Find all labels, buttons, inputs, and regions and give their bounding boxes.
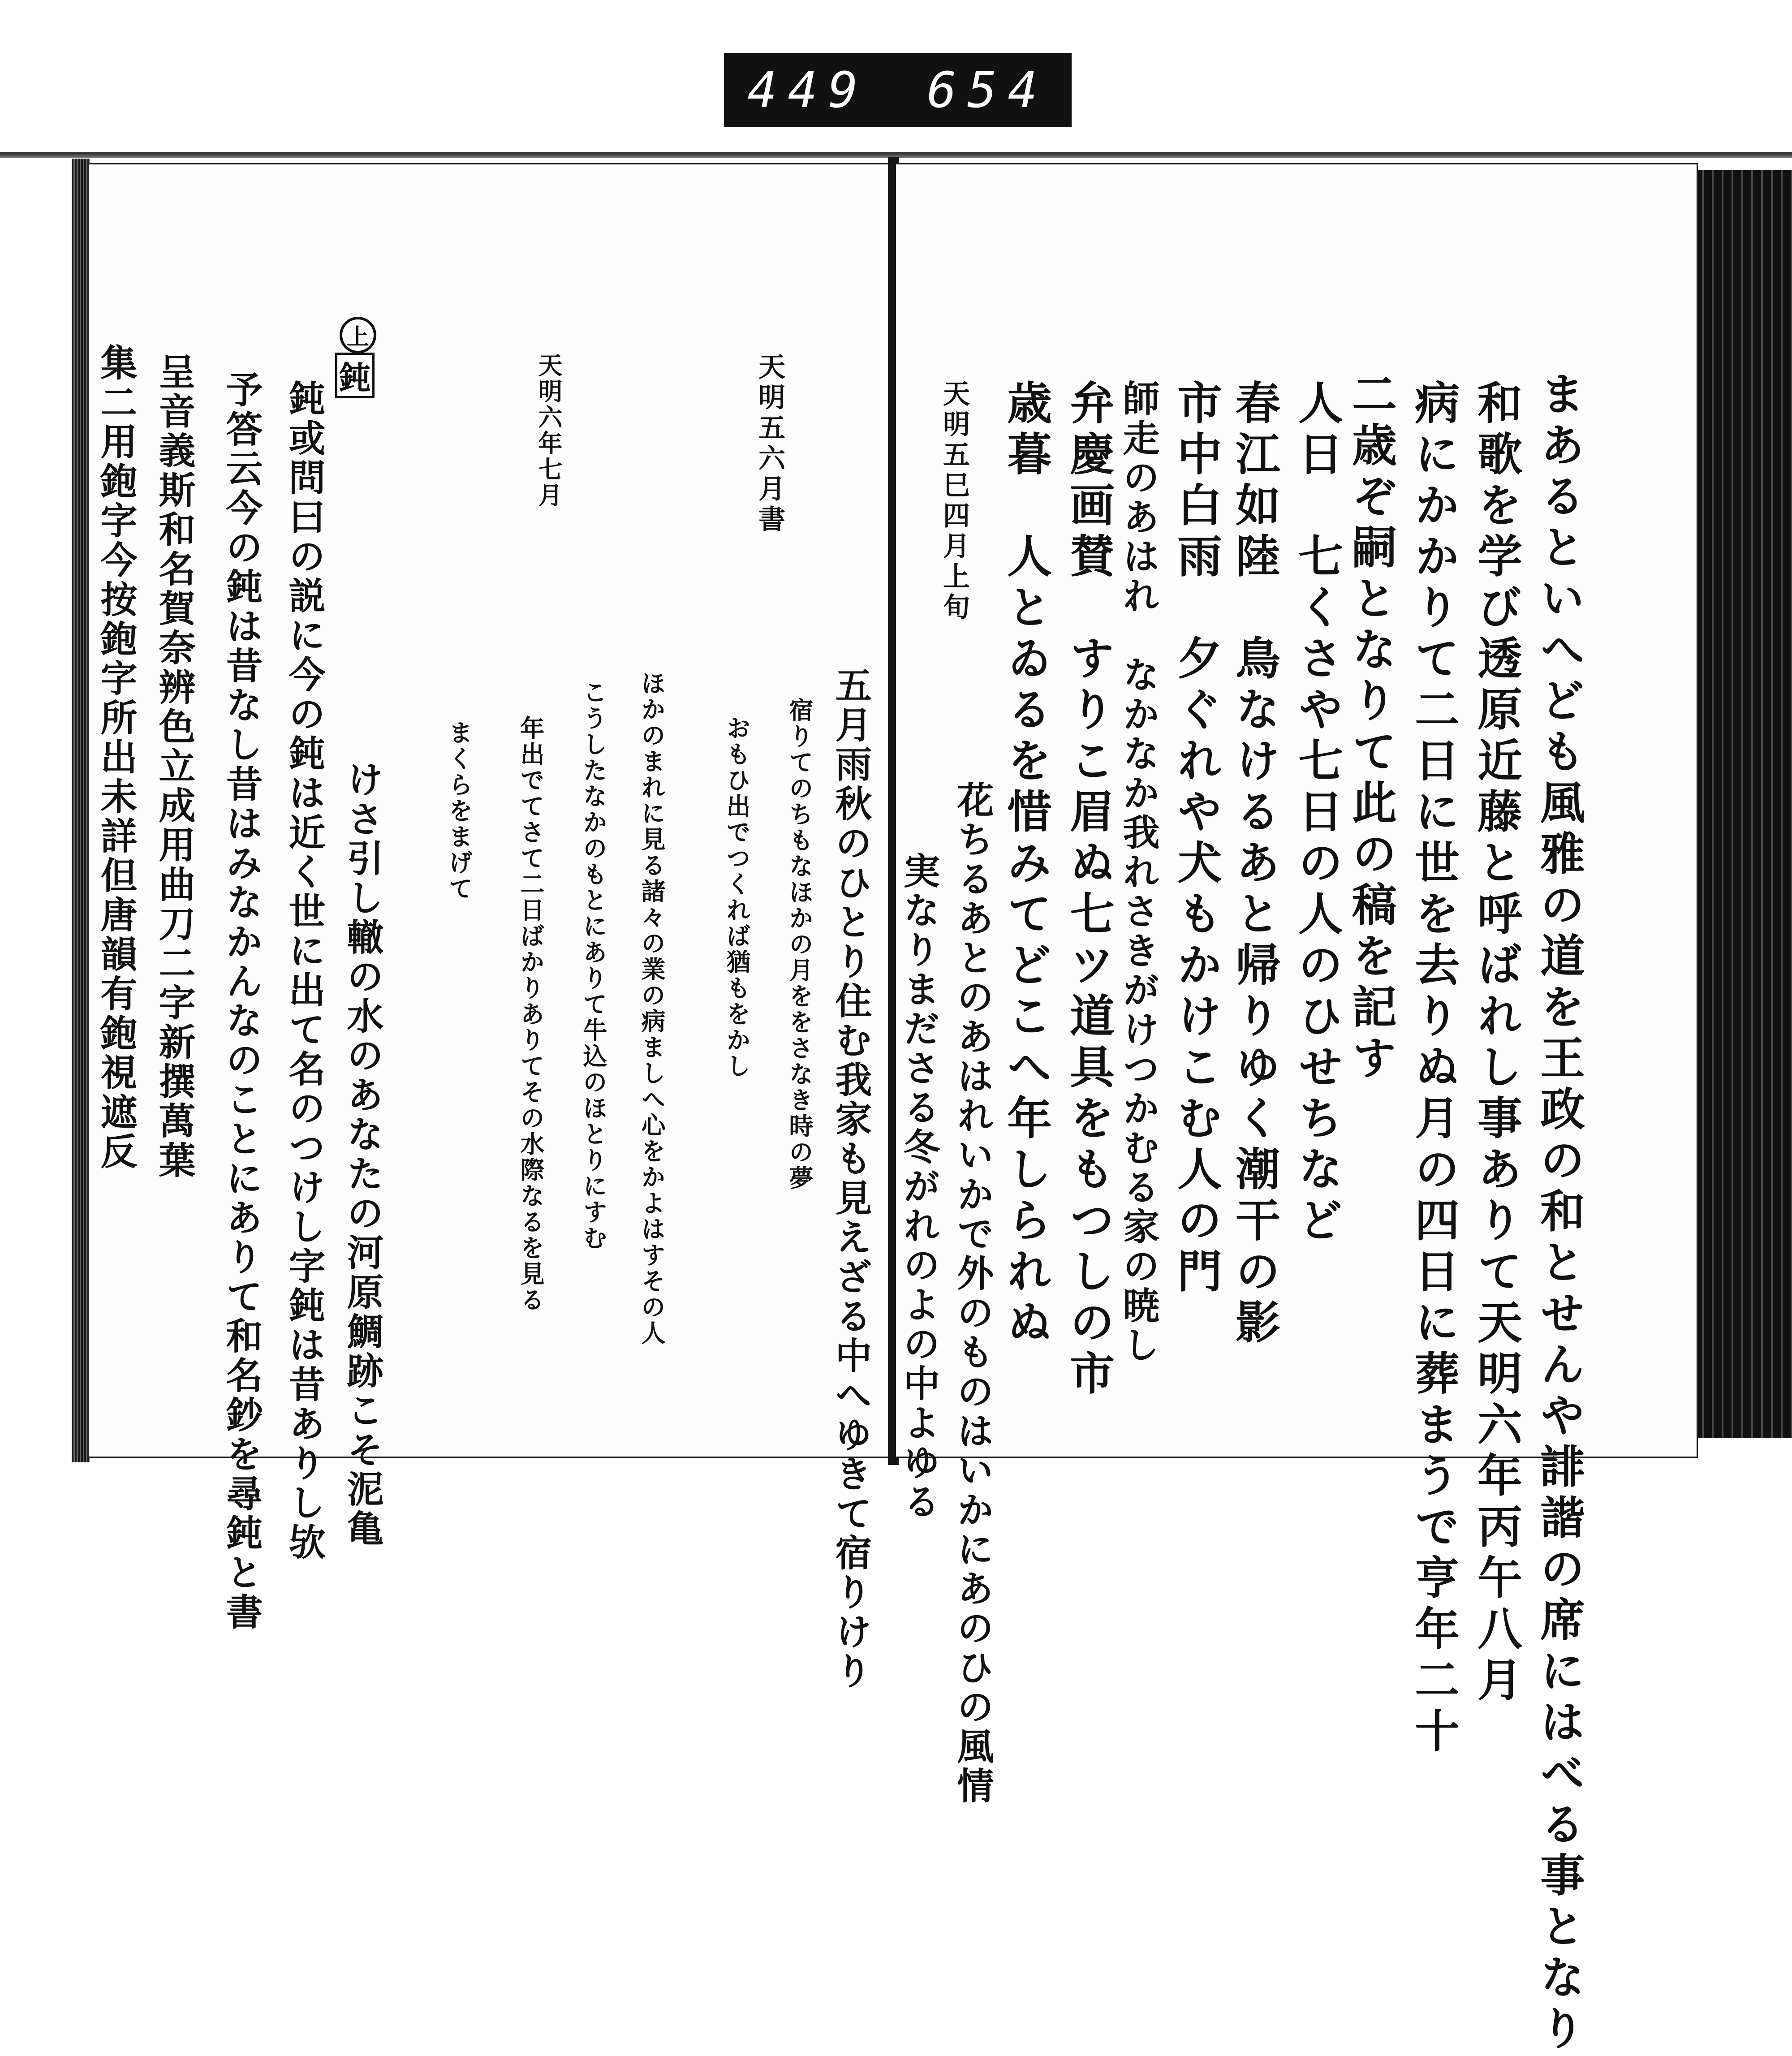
- left-line: ほかのまれに見る諸々の業の病ましへ心をかよはすその人: [638, 671, 666, 1346]
- right-line: 弁慶画賛 すりこ眉ぬ七ツ道具をもつしの市: [1062, 379, 1115, 1401]
- left-line: 予答云今の鈍は昔なし昔はみなかんなのことにありて和名鈔を尋鈍と書: [220, 371, 263, 1632]
- left-line: 集二用鉋字今按鉋字所出未詳但唐韻有鉋視遮反: [95, 344, 138, 1172]
- right-line: 市中白雨 夕ぐれや犬もかけこむ人の門: [1170, 379, 1223, 1299]
- frame-right-number: 654: [927, 61, 1048, 119]
- circle-mark: 上: [340, 317, 376, 353]
- right-line: 花ちるあとのあはれいかで外のものはいかにあのひの風情: [951, 702, 994, 1806]
- right-page: [896, 163, 1698, 2056]
- boxed-character: 鈍: [335, 353, 375, 398]
- right-line: 二歳ぞ嗣となりて此の稿を記す: [1344, 371, 1397, 1086]
- frame-number-label: [724, 53, 1072, 127]
- left-line: こうしたなかのもとにありて牛込のほとりにすむ: [579, 680, 608, 1251]
- right-line: 師走のあはれ なかなか我れさきがけつかむる家の暁し: [1117, 379, 1160, 1365]
- book-right-edge: [1698, 170, 1792, 1438]
- left-page: [87, 163, 896, 1691]
- left-line-date: 天明五六月書: [754, 353, 785, 535]
- right-line-date: 天明五巳四月上旬: [939, 379, 970, 623]
- left-line-date: 天明六年七月: [534, 353, 563, 509]
- left-line: けさ引し轍の水のあなたの河原鯛跡こそ泥亀: [341, 760, 384, 1549]
- left-line: 宿りてのちもなほかの月ををさなき時の夢: [785, 698, 814, 1191]
- right-line: 歳暮 人とゐるを惜みてどこへ年しられぬ: [999, 379, 1052, 1350]
- left-line: 鈍或問曰の説に今の鈍は近く世に出て名のつけし字鈍は昔ありし欤: [283, 379, 326, 1562]
- book-left-edge: [72, 159, 90, 1462]
- left-line: 呈音義斯和名賀奈辨色立成用曲刀二字新撰萬葉: [153, 353, 196, 1181]
- left-line: おもひ出でつくれば猶もをかし: [723, 716, 751, 1079]
- right-line: まあるといへども風雅の道を王政の和とせんや誹諧の席にはべる事となり: [1533, 371, 1585, 2056]
- right-line: 和歌を学び透原近藤と呼ばれし事ありて天明六年丙午八月: [1470, 379, 1523, 1707]
- right-line: 人日 七くさや七日の人のひせちなど: [1291, 379, 1344, 1248]
- left-line: 年出でてさて二日ばかりありてその水際なるを見る: [517, 716, 545, 1313]
- frame-left-number: 449: [747, 61, 869, 119]
- right-line: 実なりまださる冬がれのよの中よゆる: [897, 733, 940, 1522]
- open-book: [0, 152, 1792, 2056]
- right-line: 春江如陸 鳥なけるあと帰りゆく潮干の影: [1228, 379, 1281, 1350]
- right-line: 病にかかりて二日に世を去りぬ月の四日に葬まうで亨年二十: [1407, 379, 1460, 1759]
- left-line: まくらをまげて: [445, 720, 474, 902]
- left-line: 五月雨秋のひとり住む我家も見えざる中へゆきて宿りけり: [829, 666, 872, 1691]
